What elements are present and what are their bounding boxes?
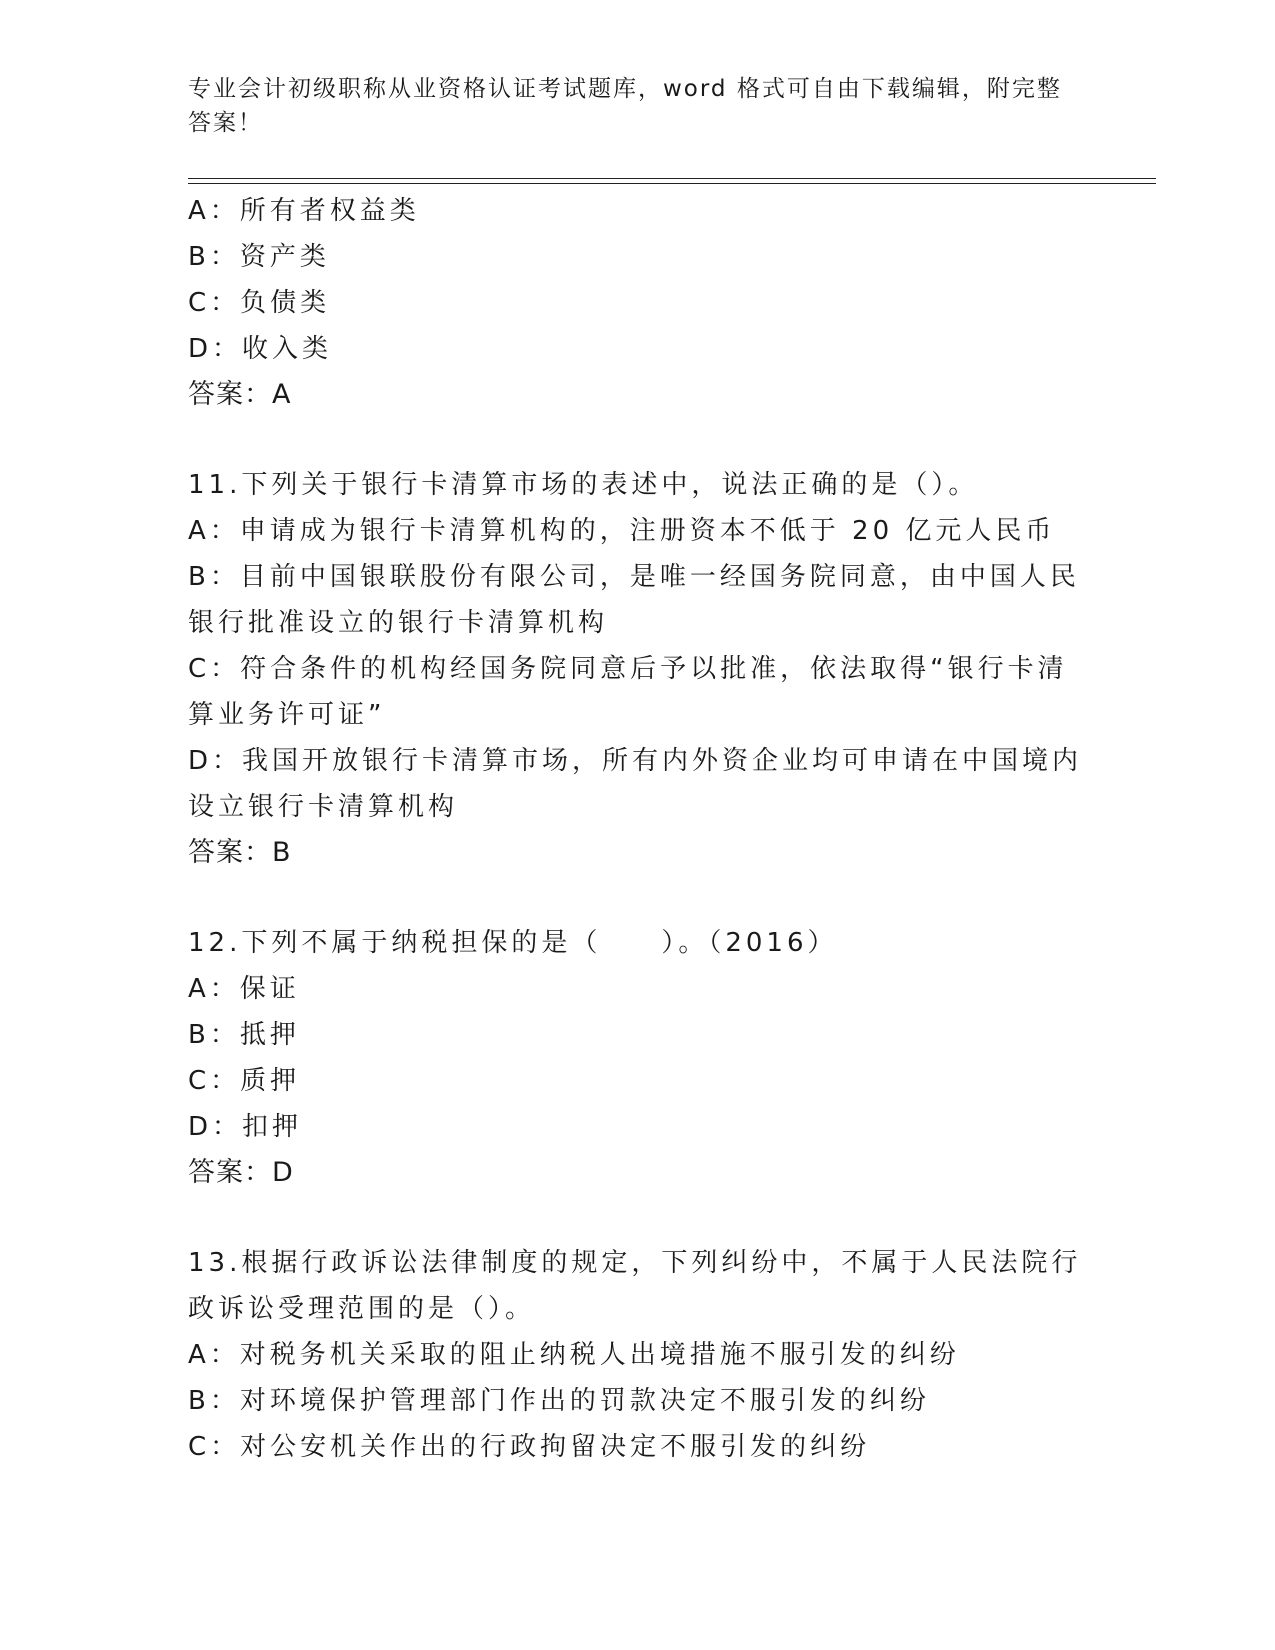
question-text: 11.下列关于银行卡清算市场的表述中，说法正确的是（）。 xyxy=(188,470,979,500)
header-rule xyxy=(188,178,1156,184)
option-c: C：质押 xyxy=(188,1066,301,1096)
question-text: 12.下列不属于纳税担保的是（ ）。（2016） xyxy=(188,928,838,958)
option-d: D：收入类 xyxy=(188,334,333,364)
question-text: 13.根据行政诉讼法律制度的规定，下列纠纷中，不属于人民法院行政诉讼受理范围的是（）。 xyxy=(188,1248,1082,1324)
option-b: B：抵押 xyxy=(188,1020,300,1050)
question-block xyxy=(188,1240,1088,1470)
question-list xyxy=(188,188,1088,1470)
option-b: B：对环境保护管理部门作出的罚款决定不服引发的纠纷 xyxy=(188,1386,930,1416)
option-a: A：对税务机关采取的阻止纳税人出境措施不服引发的纠纷 xyxy=(188,1340,960,1370)
answer: 答案：D xyxy=(188,1157,294,1188)
option-a: A：申请成为银行卡清算机构的，注册资本不低于 20 亿元人民币 xyxy=(188,516,1056,546)
option-a: A：保证 xyxy=(188,974,300,1004)
question-block xyxy=(188,462,1088,876)
question-block xyxy=(188,188,1088,418)
option-c: C：负债类 xyxy=(188,288,331,318)
option-b: B：目前中国银联股份有限公司，是唯一经国务院同意，由中国人民银行批准设立的银行卡清算机构 xyxy=(188,562,1080,638)
option-c: C：符合条件的机构经国务院同意后予以批准，依法取得“银行卡清算业务许可证” xyxy=(188,654,1068,730)
question-block xyxy=(188,920,1088,1196)
option-c: C：对公安机关作出的行政拘留决定不服引发的纠纷 xyxy=(188,1432,871,1462)
option-b: B：资产类 xyxy=(188,242,330,272)
answer: 答案：A xyxy=(188,379,292,410)
option-d: D：我国开放银行卡清算市场，所有内外资企业均可申请在中国境内设立银行卡清算机构 xyxy=(188,746,1083,822)
option-d: D：扣押 xyxy=(188,1112,303,1142)
option-a: A：所有者权益类 xyxy=(188,196,420,226)
page-header: 专业会计初级职称从业资格认证考试题库，word 格式可自由下载编辑，附完整答案！ xyxy=(188,76,1062,136)
answer: 答案：B xyxy=(188,837,292,868)
